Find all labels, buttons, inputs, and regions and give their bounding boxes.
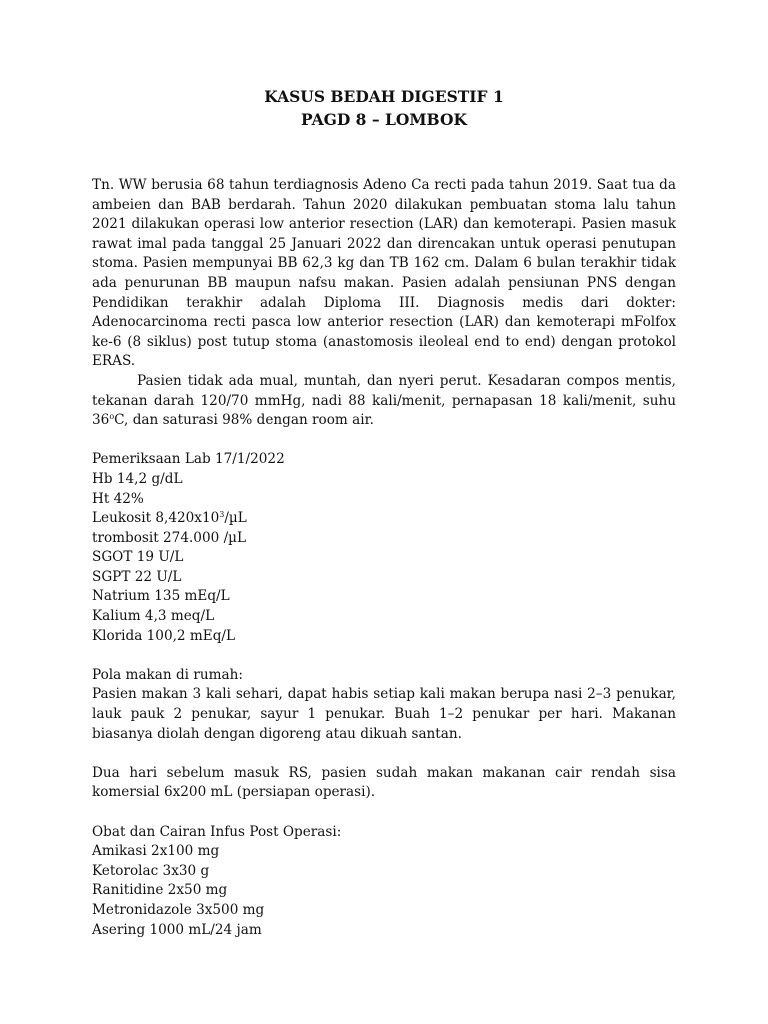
case-paragraph-2 bbox=[92, 372, 676, 431]
case-paragraph-1 bbox=[92, 176, 676, 372]
lab-item-leukosit bbox=[92, 509, 676, 529]
vitals-text: Pasien tidak ada mual, muntah, dan nyeri perut. Kesadaran compos mentis, tekanan darah 120/70 mmHg, nadi 88 kali/menit, pernapasan 18 kali/menit, suhu 36 bbox=[92, 372, 676, 429]
medication-item: Ketorolac 3x30 g bbox=[92, 862, 210, 879]
leukosit-exponent: 3 bbox=[219, 510, 225, 520]
lab-item: Hb 14,2 g/dL bbox=[92, 470, 183, 487]
medication-item: Asering 1000 mL/24 jam bbox=[92, 921, 262, 938]
medication-item: Metronidazole 3x500 mg bbox=[92, 901, 265, 918]
lab-section bbox=[92, 450, 676, 646]
leukosit-value: Leukosit 8,420x10 bbox=[92, 510, 220, 527]
case-paragraph-1-text: Tn. WW berusia 68 tahun terdiagnosis Adeno Ca recti pada tahun 2019. Saat tua da ambeien dan BAB berdarah. Tahun 2020 dilakukan pembuatan stoma lalu tahun 2021 dilakukan operasi low anterior resection (LAR) dan kemoterapi. Pasien masuk rawat imal pada tanggal 25 Januari 2022 dan direncakan untuk operasi penutupan stoma. Pasien mempunyai BB 62,3 kg dan TB 162 cm. Dalam 6 bulan terakhir tidak ada penurunan BB maupun nafsu makan. Pasien adalah pensiunan PNS dengan Pendidikan terakhir adalah Diploma III. Diagnosis medis dari dokter: Adenocarcinoma recti pasca low anterior resection (LAR) dan kemoterapi mFolfox ke-6 (8 siklus) post tutup stoma (anastomosis ileoleal end to end) dengan protokol ERAS. bbox=[92, 177, 676, 370]
lab-item: SGPT 22 U/L bbox=[92, 568, 182, 585]
spacer bbox=[92, 646, 676, 666]
spacer bbox=[92, 744, 676, 764]
diet-text: Pasien makan 3 kali sehari, dapat habis setiap kali makan berupa nasi 2–3 penukar, lauk pauk 2 penukar, sayur 1 penukar. Buah 1–2 penukar per hari. Makanan biasanya diolah dengan digoreng atau dikuah santan. bbox=[92, 686, 676, 742]
pre-admission-text: Dua hari sebelum masuk RS, pasien sudah makan makanan cair rendah sisa komersial 6x200 mL (persiapan operasi). bbox=[92, 764, 676, 801]
spacer bbox=[92, 431, 676, 451]
document-subtitle: PAGD 8 – LOMBOK bbox=[301, 110, 467, 129]
case-paragraph-2-text bbox=[92, 372, 676, 431]
lab-item: SGOT 19 U/L bbox=[92, 549, 184, 566]
medication-item: Amikasi 2x100 mg bbox=[92, 843, 220, 860]
leukosit-unit: /µL bbox=[224, 510, 247, 527]
lab-item: Ht 42% bbox=[92, 490, 144, 507]
diet-section bbox=[92, 666, 676, 744]
lab-item: Klorida 100,2 mEq/L bbox=[92, 627, 236, 644]
lab-item: trombosit 274.000 /µL bbox=[92, 529, 247, 546]
spacer bbox=[92, 803, 676, 823]
degree-superscript: o bbox=[109, 412, 115, 422]
diet-paragraph bbox=[92, 685, 676, 744]
medication-heading: Obat dan Cairan Infus Post Operasi: bbox=[92, 823, 342, 840]
medication-section bbox=[92, 823, 676, 941]
vitals-text-end: C, dan saturasi 98% dengan room air. bbox=[114, 412, 374, 429]
document-title: KASUS BEDAH DIGESTIF 1 bbox=[264, 87, 504, 106]
document-body bbox=[92, 176, 676, 940]
pre-admission-paragraph bbox=[92, 764, 676, 803]
diet-heading: Pola makan di rumah: bbox=[92, 666, 243, 683]
lab-item: Natrium 135 mEq/L bbox=[92, 588, 230, 605]
lab-heading: Pemeriksaan Lab 17/1/2022 bbox=[92, 451, 285, 468]
lab-item: Kalium 4,3 meq/L bbox=[92, 608, 215, 625]
medication-item: Ranitidine 2x50 mg bbox=[92, 882, 228, 899]
